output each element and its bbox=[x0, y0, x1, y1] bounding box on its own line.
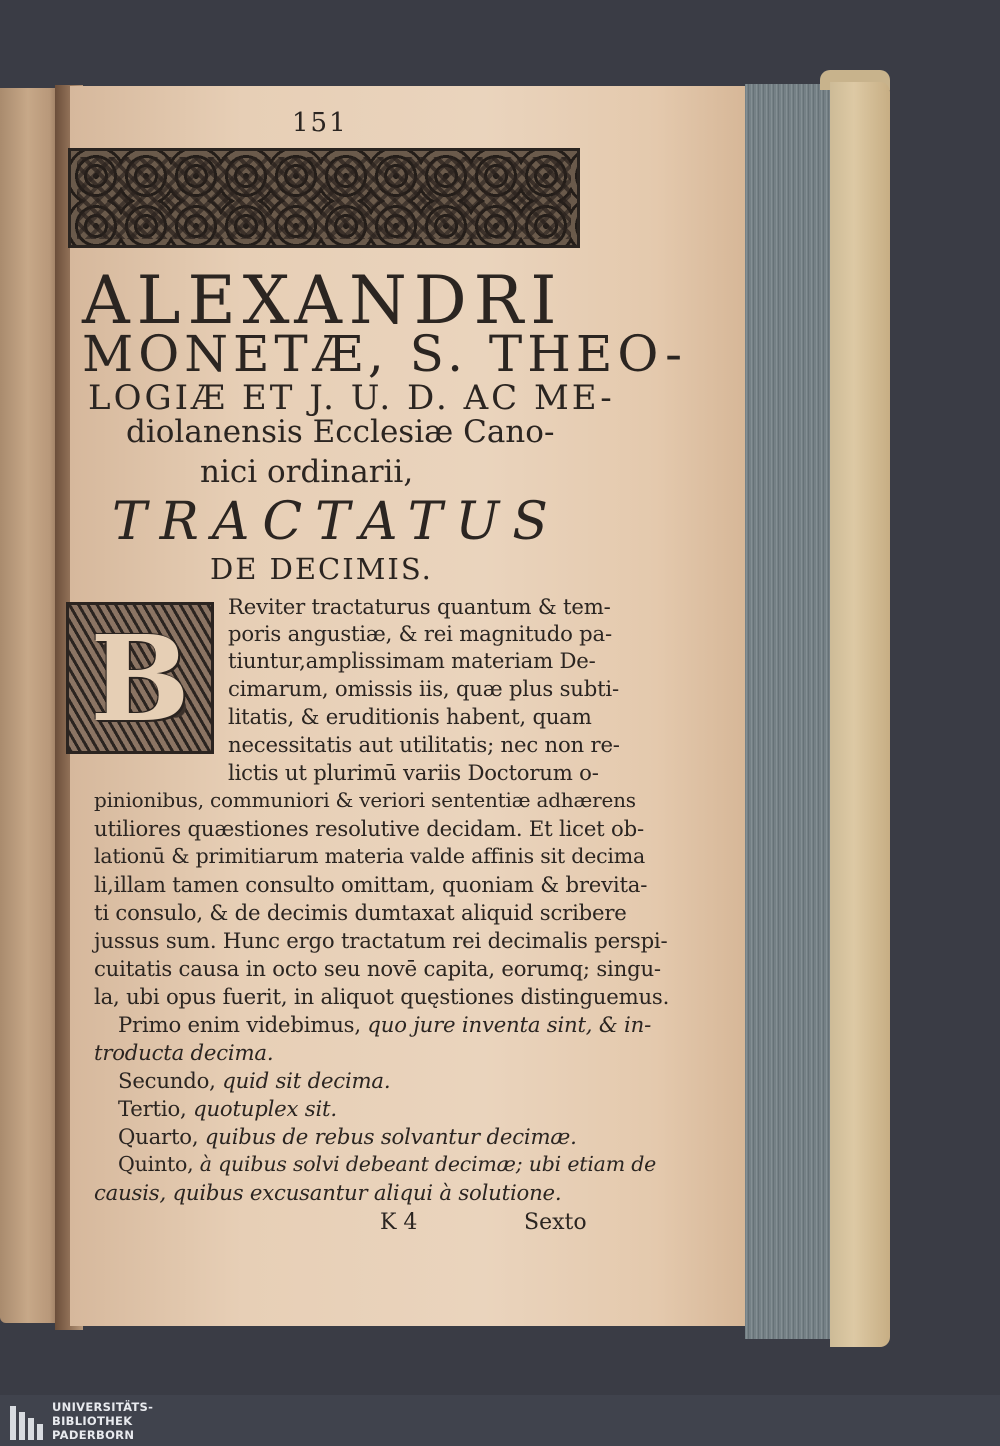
list-item-3-text: quid sit decima. bbox=[215, 1068, 391, 1093]
library-name-line-1: UNIVERSITÄTS- bbox=[52, 1400, 154, 1414]
body-line-2: poris angustiæ, & rei magnitudo pa- bbox=[228, 621, 612, 646]
page-edges bbox=[745, 84, 838, 1339]
decorative-headpiece bbox=[68, 148, 580, 248]
body-line-3: tiuntur,amplissimam materiam De- bbox=[228, 648, 596, 673]
list-item-1-text: quo jure inventa sint, & in- bbox=[360, 1012, 652, 1037]
body-line-15: la, ubi opus fuerit, in aliquot quęstiones distinguemus. bbox=[94, 984, 670, 1009]
left-page-edge bbox=[0, 88, 62, 1323]
library-name-line-3: PADERBORN bbox=[52, 1428, 135, 1442]
list-item-1 bbox=[118, 1012, 651, 1037]
list-item-5-lead: Quarto, bbox=[118, 1124, 199, 1149]
library-name-line-2: BIBLIOTHEK bbox=[52, 1414, 133, 1428]
body-line-11: li,illam tamen consulto omittam, quoniam & brevita- bbox=[94, 872, 648, 897]
catchword: Sexto bbox=[524, 1210, 587, 1235]
body-line-10: lationū & primitiarum materia valde affinis sit decima bbox=[94, 844, 646, 868]
title-line-5: nici ordinarii, bbox=[200, 454, 414, 490]
list-item-4-text: quotuplex sit. bbox=[186, 1096, 337, 1121]
body-line-14: cuitatis causa in octo seu novē capita, eorumq; singu- bbox=[94, 956, 661, 981]
list-item-1-cont bbox=[94, 1040, 273, 1065]
title-line-6: TRACTATUS bbox=[112, 492, 561, 552]
body-line-5: litatis, & eruditionis habent, quam bbox=[228, 704, 592, 729]
list-item-6-text: à quibus solvi debeant decimæ; ubi etiam de bbox=[193, 1152, 657, 1176]
list-item-3-lead: Secundo, bbox=[118, 1068, 216, 1093]
list-item-2 bbox=[118, 1068, 390, 1093]
body-line-13: jussus sum. Hunc ergo tractatum rei decimalis perspi- bbox=[94, 928, 668, 953]
body-line-8: pinionibus, communiori & veriori sententiæ adhærens bbox=[94, 788, 636, 812]
initial-letter: B bbox=[90, 608, 190, 748]
decorated-initial bbox=[66, 602, 214, 754]
title-line-3: LOGIÆ ET J. U. D. AC ME- bbox=[88, 378, 615, 418]
body-line-9: utiliores quæstiones resolutive decidam. Et licet ob- bbox=[94, 816, 644, 841]
list-item-1-lead: Primo enim videbimus, bbox=[118, 1012, 361, 1037]
list-item-2-text: troducta decima. bbox=[94, 1040, 274, 1065]
list-item-3 bbox=[118, 1096, 337, 1121]
signature-mark: K 4 bbox=[380, 1210, 418, 1235]
title-line-1: ALEXANDRI bbox=[82, 262, 564, 339]
list-item-6-lead: Quinto, bbox=[118, 1152, 194, 1176]
body-line-12: ti consulo, & de decimis dumtaxat aliquid scribere bbox=[94, 900, 627, 925]
title-line-7: DE DECIMIS. bbox=[210, 552, 433, 586]
body-line-6: necessitatis aut utilitatis; nec non re- bbox=[228, 732, 620, 757]
list-item-5 bbox=[118, 1152, 656, 1176]
list-item-7-text: causis, quibus excusantur aliqui à solutione. bbox=[94, 1180, 562, 1205]
body-line-7: lictis ut plurimū variis Doctorum o- bbox=[228, 760, 599, 785]
title-line-2: MONETÆ, S. THEO- bbox=[82, 325, 688, 383]
library-logo-icon bbox=[10, 1402, 46, 1440]
page-number: 151 bbox=[292, 108, 348, 138]
list-item-5-cont bbox=[94, 1180, 561, 1205]
list-item-5-text: quibus de rebus solvantur decimæ. bbox=[198, 1124, 577, 1149]
list-item-4-lead: Tertio, bbox=[118, 1096, 187, 1121]
book-cover bbox=[830, 82, 890, 1347]
list-item-4 bbox=[118, 1124, 577, 1149]
body-line-4: cimarum, omissis iis, quæ plus subti- bbox=[228, 676, 619, 701]
title-line-4: diolanensis Ecclesiæ Cano- bbox=[126, 414, 555, 450]
body-line-1: Reviter tractaturus quantum & tem- bbox=[228, 594, 611, 619]
